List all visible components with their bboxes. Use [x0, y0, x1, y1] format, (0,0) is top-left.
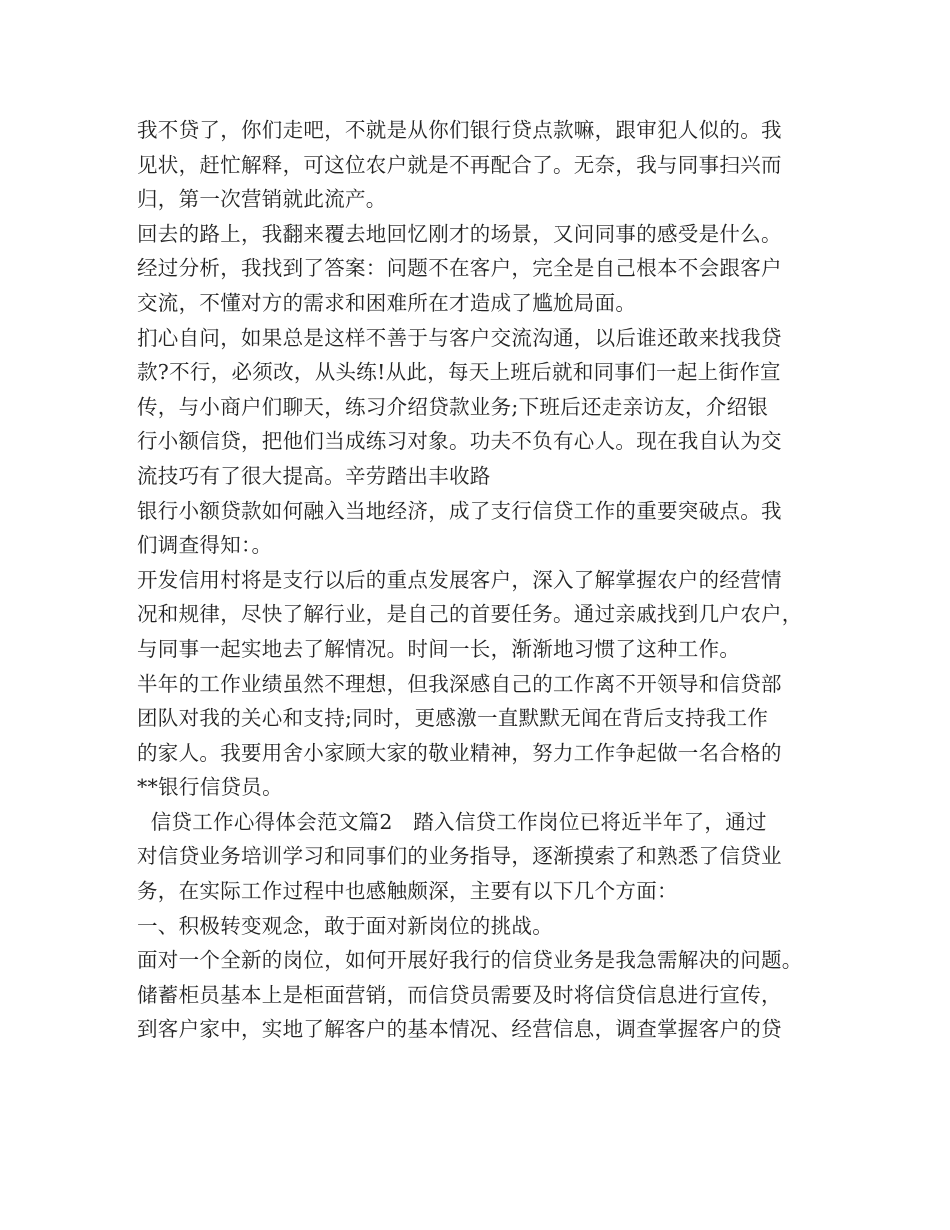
section-heading-line: 信贷工作心得体会范文篇2 踏入信贷工作岗位已将近半年了，通过	[137, 809, 767, 834]
text-line: 务，在实际工作过程中也感触颇深，主要有以下几个方面：	[137, 879, 678, 904]
text-line: **银行信贷员。	[137, 775, 283, 800]
text-line: 回去的路上，我翻来覆去地回忆刚才的场景，又问同事的感受是什么。	[137, 221, 782, 246]
text-line: 传，与小商户们聊天，练习介绍贷款业务;下班后还走亲访友，介绍银	[137, 394, 769, 419]
text-line: 交流，不懂对方的需求和困难所在才造成了尴尬局面。	[137, 290, 637, 315]
text-line: 我不贷了，你们走吧，不就是从你们银行贷点款嘛，跟审犯人似的。我	[137, 118, 782, 142]
text-line: 归，第一次营销就此流产。	[137, 187, 387, 212]
text-line: 与同事一起实地去了解情况。时间一长，渐渐地习惯了这种工作。	[137, 636, 741, 661]
subheading-line: 一、积极转变观念，敢于面对新岗位的挑战。	[137, 913, 553, 938]
text-line: 经过分析，我找到了答案：问题不在客户，完全是自己根本不会跟客户	[137, 256, 782, 281]
document-body	[137, 113, 837, 1047]
text-line: 对信贷业务培训学习和同事们的业务指导，逐渐摸索了和熟悉了信贷业	[137, 844, 782, 869]
text-line: 行小额信贷，把他们当成练习对象。功夫不负有心人。现在我自认为交	[137, 429, 782, 454]
text-line: 况和规律，尽快了解行业，是自己的首要任务。通过亲戚找到几户农户，	[137, 602, 803, 627]
text-line: 见状，赶忙解释，可这位农户就是不再配合了。无奈，我与同事扫兴而	[137, 152, 782, 177]
text-line: 们调查得知：。	[137, 533, 273, 558]
text-line: 到客户家中，实地了解客户的基本情况、经营信息，调查掌握客户的贷	[137, 1017, 782, 1042]
text-line: 面对一个全新的岗位，如何开展好我行的信贷业务是我急需解决的问题。	[137, 948, 803, 973]
text-line: 团队对我的关心和支持;同时，更感激一直默默无闻在背后支持我工作	[137, 706, 769, 731]
text-line: 半年的工作业绩虽然不理想，但我深感自己的工作离不开领导和信贷部	[137, 671, 782, 696]
text-line: 款?不行，必须改，从头练!从此，每天上班后就和同事们一起上街作宣	[137, 360, 781, 385]
text-line: 开发信用村将是支行以后的重点发展客户，深入了解掌握农户的经营情	[137, 567, 782, 592]
text-line: 银行小额贷款如何融入当地经济，成了支行信贷工作的重要突破点。我	[137, 498, 782, 523]
text-line: 的家人。我要用舍小家顾大家的敬业精神，努力工作争起做一名合格的	[137, 740, 782, 765]
text-line: 储蓄柜员基本上是柜面营销，而信贷员需要及时将信贷信息进行宣传，	[137, 982, 782, 1007]
text-line: 扪心自问，如果总是这样不善于与客户交流沟通，以后谁还敢来找我贷	[137, 325, 782, 350]
text-line: 流技巧有了很大提高。辛劳踏出丰收路	[137, 463, 491, 488]
